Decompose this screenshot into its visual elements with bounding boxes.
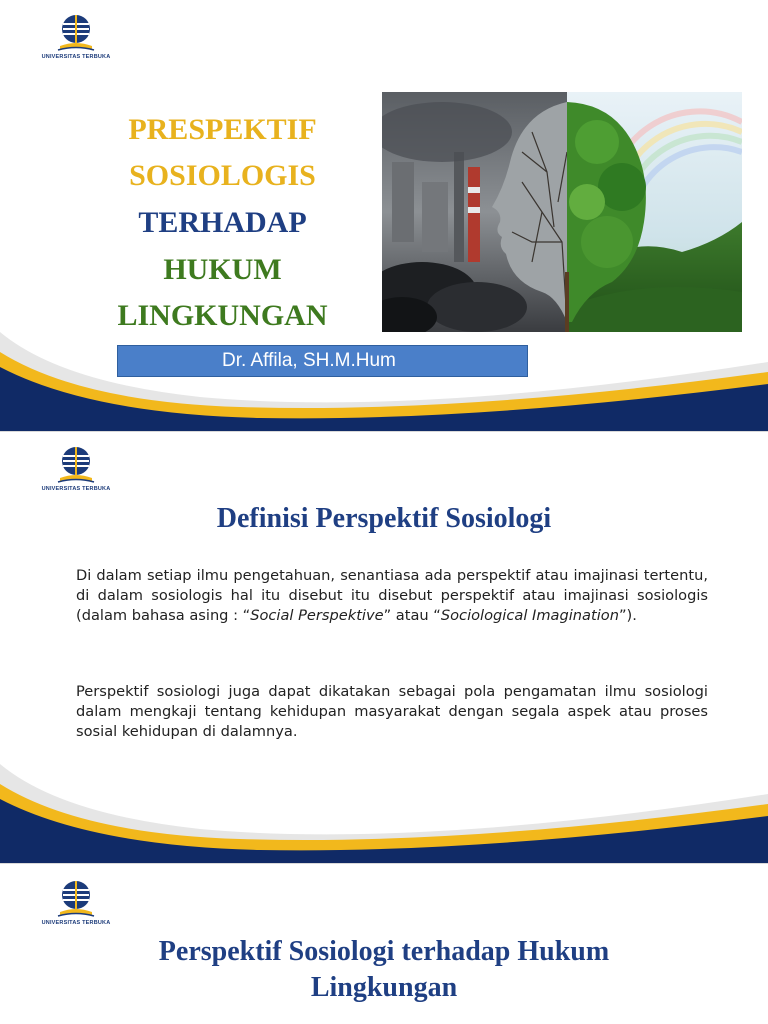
slide-3 — [0, 864, 768, 1024]
p1-text: ” atau “ — [383, 607, 441, 624]
university-logo — [30, 444, 122, 498]
slide-1 — [0, 0, 768, 432]
title-line-1: PRESPEKTIF — [128, 113, 317, 146]
university-emblem-icon — [30, 12, 122, 56]
footer-wave — [0, 322, 768, 432]
p1-italic-term: Sociological Imagination — [440, 607, 619, 624]
university-logo — [30, 12, 122, 66]
author-box: Dr. Affila, SH.M.Hum — [117, 345, 528, 377]
logo-text: UNIVERSITAS TERBUKA — [41, 920, 111, 926]
title-line-3: TERHADAP — [138, 206, 307, 239]
title-line-2: SOSIOLOGIS — [129, 159, 316, 192]
university-emblem-icon — [30, 444, 122, 488]
slide-2 — [0, 432, 768, 864]
p1-text: ”). — [618, 607, 637, 624]
definition-paragraph-1 — [76, 566, 708, 626]
slide-heading-line-2: Lingkungan — [310, 972, 458, 1003]
slide-heading-line-1: Perspektif Sosiologi terhadap Hukum — [158, 936, 610, 967]
university-emblem-icon — [30, 878, 122, 922]
footer-wave — [0, 754, 768, 864]
title-line-4: HUKUM — [163, 253, 282, 286]
slide-heading: Definisi Perspektif Sosiologi — [216, 503, 552, 534]
p1-text: Di dalam setiap ilmu pengetahuan, senantiasa ada perspektif atau imajinasi tertentu, di dalam sosiologis hal itu disebut itu disebut perspektif atau imajinasi sosiologis (dalam bahasa asing : “ — [76, 567, 708, 624]
hero-image — [382, 92, 742, 332]
definition-paragraph-2: Perspektif sosiologi juga dapat dikatakan sebagai pola pengamatan ilmu sosiologi dalam mengkaji tentang kehidupan masyarakat dengan segala aspek atau proses sosial kehidupan di dalamnya. — [76, 683, 708, 740]
p1-italic-term: Social Perspektive — [250, 607, 384, 624]
logo-text: UNIVERSITAS TERBUKA — [41, 486, 111, 492]
logo-text: UNIVERSITAS TERBUKA — [41, 54, 111, 60]
university-logo — [30, 878, 122, 932]
earth-tree-head-icon — [382, 92, 742, 332]
title-line-5: LINGKUNGAN — [117, 299, 328, 332]
